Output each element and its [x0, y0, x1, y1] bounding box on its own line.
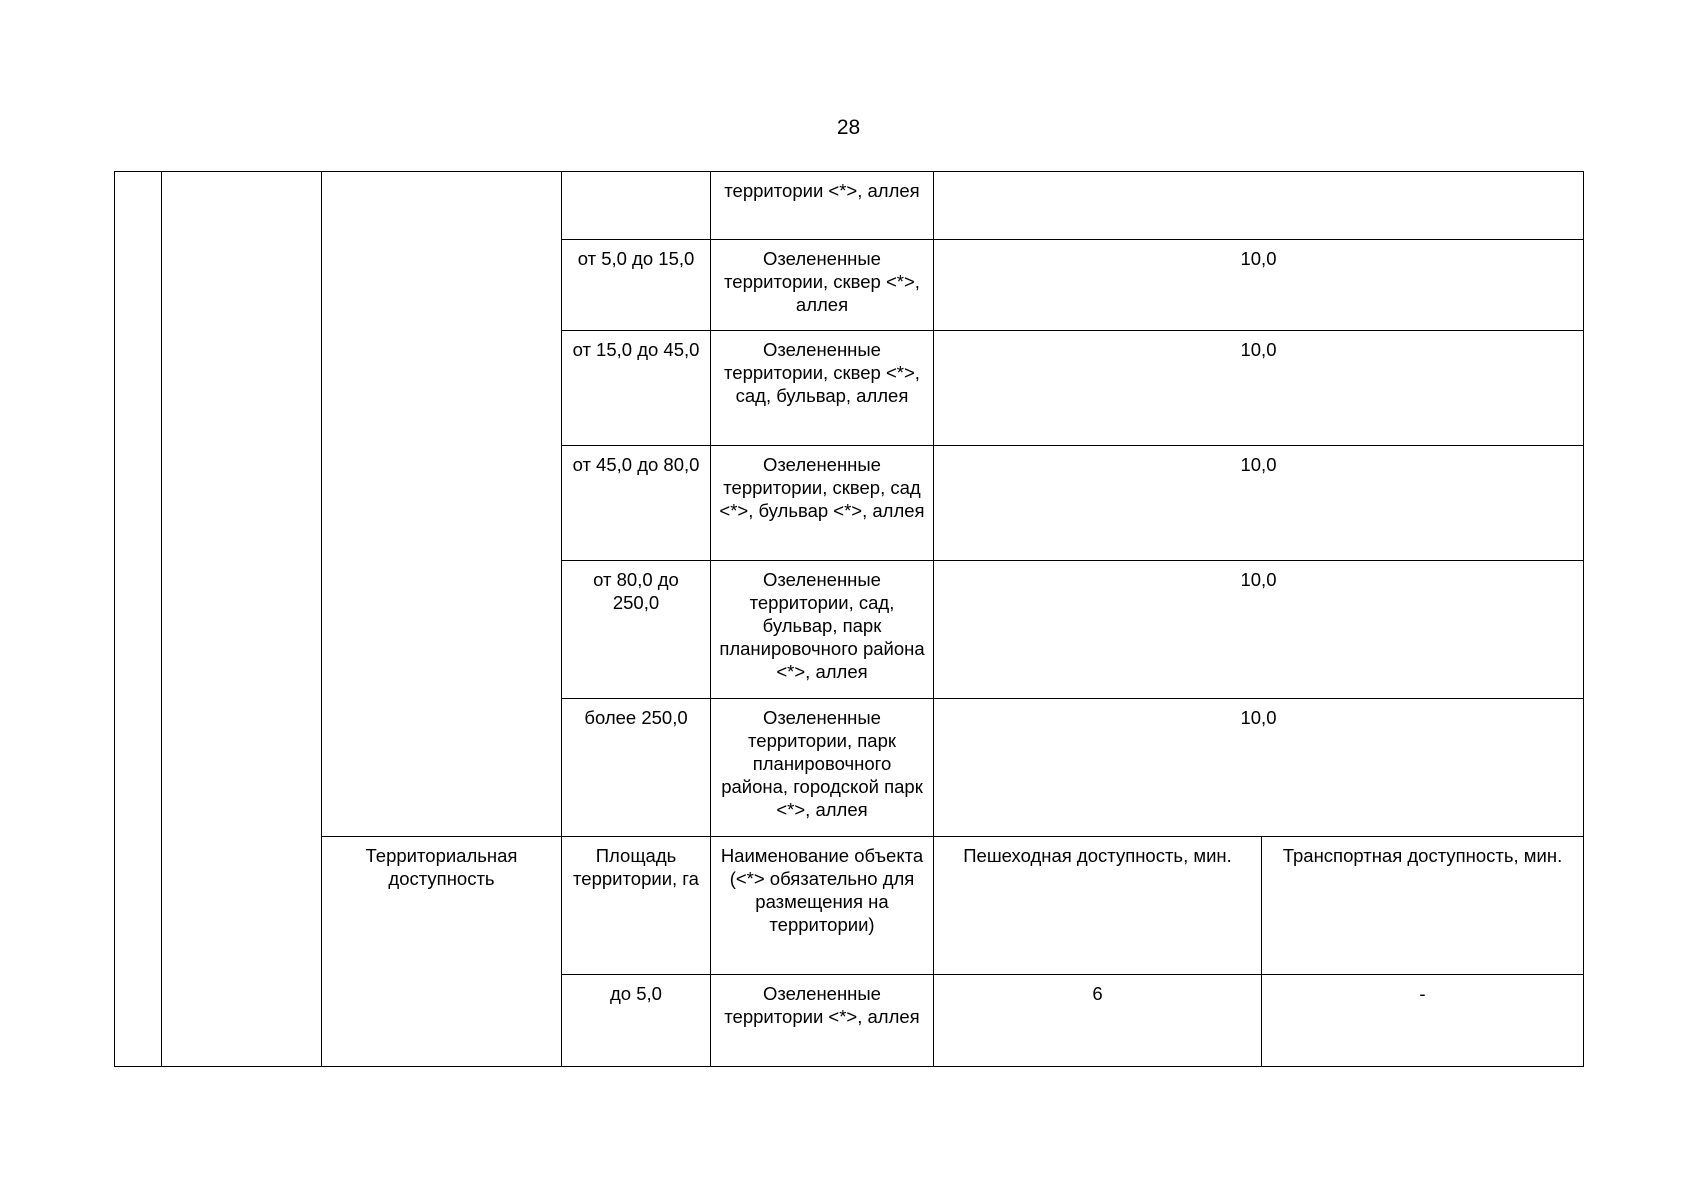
table-cell-object-name: Озелененные территории, сквер <*>, сад, бульвар, аллея — [711, 331, 934, 446]
column-header-object-name: Наименование объекта (<*> обязательно для размещения на территории) — [711, 837, 934, 975]
table-cell-indicator — [162, 172, 322, 1067]
table-cell-walking-access: 6 — [934, 975, 1262, 1067]
table-cell-transport-access: - — [1262, 975, 1584, 1067]
table-cell-section-above — [322, 172, 562, 837]
table-cell-object-name: Озелененные территории, парк планировочного района, городской парк <*>, аллея — [711, 699, 934, 837]
table-cell-value — [934, 172, 1584, 240]
table-cell-object-name: Озелененные территории <*>, аллея — [711, 975, 934, 1067]
table-cell-area: от 80,0 до 250,0 — [562, 561, 711, 699]
column-header-transport-access: Транспортная доступность, мин. — [1262, 837, 1584, 975]
table-cell-area: от 45,0 до 80,0 — [562, 446, 711, 561]
table-cell-value: 10,0 — [934, 446, 1584, 561]
column-header-area: Площадь территории, га — [562, 837, 711, 975]
table-cell-object-name: Озелененные территории, сад, бульвар, парк планировочного района <*>, аллея — [711, 561, 934, 699]
table-cell-area: более 250,0 — [562, 699, 711, 837]
table-cell-value: 10,0 — [934, 561, 1584, 699]
table-cell-area: от 15,0 до 45,0 — [562, 331, 711, 446]
table-cell-object-name: территории <*>, аллея — [711, 172, 934, 240]
page-number: 28 — [836, 116, 861, 139]
table-cell-object-name: Озелененные территории, сквер <*>, аллея — [711, 240, 934, 331]
table-cell-value: 10,0 — [934, 699, 1584, 837]
table-cell-value: 10,0 — [934, 240, 1584, 331]
table-cell-index — [115, 172, 162, 1067]
table-cell-area: до 5,0 — [562, 975, 711, 1067]
table-cell-area: от 5,0 до 15,0 — [562, 240, 711, 331]
column-header-walking-access: Пешеходная доступность, мин. — [934, 837, 1262, 975]
table-cell-value: 10,0 — [934, 331, 1584, 446]
table-row-continued — [115, 172, 1584, 240]
table-cell-area — [562, 172, 711, 240]
table-header-row — [115, 837, 1584, 975]
table-cell-object-name: Озелененные территории, сквер, сад <*>, бульвар <*>, аллея — [711, 446, 934, 561]
standards-table — [114, 171, 1584, 1067]
section-label-territorial-accessibility: Территориальная доступность — [322, 837, 562, 1067]
